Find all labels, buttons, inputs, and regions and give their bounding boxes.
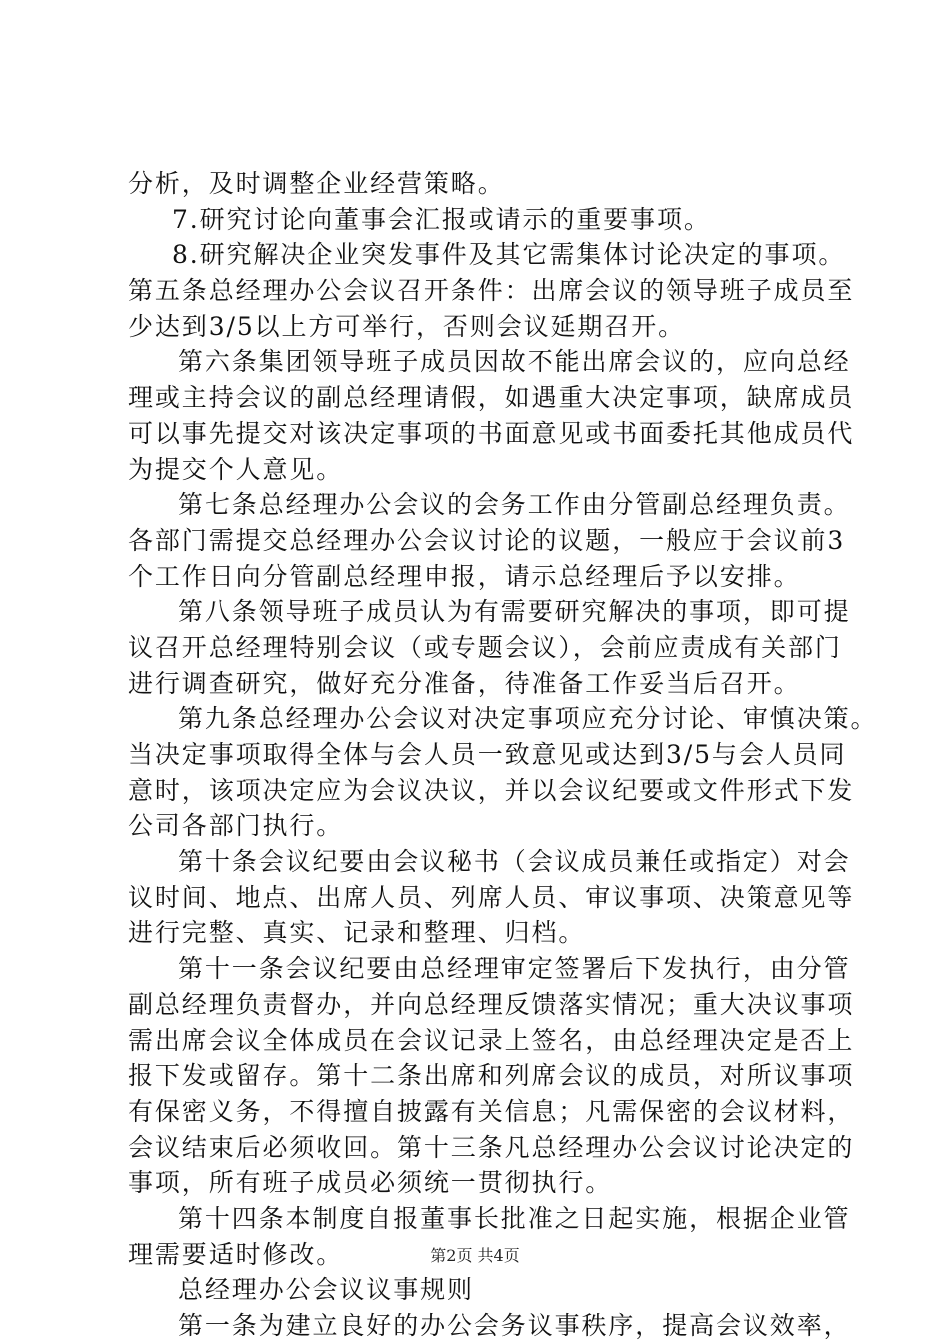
text-line: 为提交个人意见。 [128, 454, 344, 484]
text-line: 意时，该项决定应为会议决议，并以会议纪要或文件形式下发 [128, 775, 855, 805]
text-line: 会议结束后必须收回。第十三条凡总经理办公会议讨论决定的 [128, 1132, 855, 1162]
text-line: 第五条总经理办公会议召开条件：出席会议的领导班子成员至 [128, 276, 855, 306]
text-line: 报下发或留存。第十二条出席和列席会议的成员，对所议事项 [128, 1061, 855, 1091]
text-line: 公司各部门执行。 [128, 811, 344, 841]
text-line: 理需要适时修改。 [128, 1239, 344, 1269]
text-line: 8.研究解决企业突发事件及其它需集体讨论决定的事项。 [172, 240, 846, 270]
text-line: 第十四条本制度自报董事长批准之日起实施，根据企业管 [178, 1203, 851, 1233]
text-line: 当决定事项取得全体与会人员一致意见或达到3/5与会人员同 [128, 740, 847, 769]
text-line: 总经理办公会议议事规则 [178, 1275, 474, 1305]
text-line: 副总经理负责督办，并向总经理反馈落实情况；重大决议事项 [128, 989, 855, 1019]
text-line: 第十一条会议纪要由总经理审定签署后下发执行，由分管 [178, 954, 851, 984]
text-line: 个工作日向分管副总经理申报，请示总经理后予以安排。 [128, 561, 801, 591]
text-line: 进行调查研究，做好充分准备，待准备工作妥当后召开。 [128, 668, 801, 698]
text-line: 第八条领导班子成员认为有需要研究解决的事项，即可提 [178, 597, 851, 627]
text-line: 有保密义务，不得擅自披露有关信息；凡需保密的会议材料， [128, 1096, 855, 1126]
text-line: 分析，及时调整企业经营策略。 [128, 169, 505, 198]
text-line: 少达到3/5以上方可举行，否则会议延期召开。 [128, 311, 686, 341]
text-line: 第九条总经理办公会议对决定事项应充分讨论、审慎决策。 [178, 704, 878, 734]
text-line: 各部门需提交总经理办公会议讨论的议题，一般应于会议前3 [128, 525, 846, 555]
text-line: 第七条总经理办公会议的会务工作由分管副总经理负责。 [178, 490, 851, 520]
text-line: 第六条集团领导班子成员因故不能出席会议的，应向总经 [178, 347, 851, 377]
text-line: 可以事先提交对该决定事项的书面意见或书面委托其他成员代 [128, 418, 855, 448]
document-body [128, 166, 878, 1344]
text-line: 议时间、地点、出席人员、列席人员、审议事项、决策意见等 [128, 882, 855, 912]
text-line: 第一条为建立良好的办公会务议事秩序，提高会议效率， [178, 1311, 851, 1340]
text-line: 事项，所有班子成员必须统一贯彻执行。 [128, 1168, 613, 1198]
text-line: 理或主持会议的副总经理请假，如遇重大决定事项，缺席成员 [128, 383, 855, 413]
text-line: 7.研究讨论向董事会汇报或请示的重要事项。 [172, 204, 711, 234]
page-footer: 第2页 共4页 [430, 1246, 520, 1265]
text-line: 需出席会议全体成员在会议记录上签名，由总经理决定是否上 [128, 1025, 855, 1055]
text-line: 议召开总经理特别会议（或专题会议），会前应责成有关部门 [128, 632, 842, 662]
text-line: 进行完整、真实、记录和整理、归档。 [128, 918, 586, 948]
text-line: 第十条会议纪要由会议秘书（会议成员兼任或指定）对会 [178, 847, 851, 877]
